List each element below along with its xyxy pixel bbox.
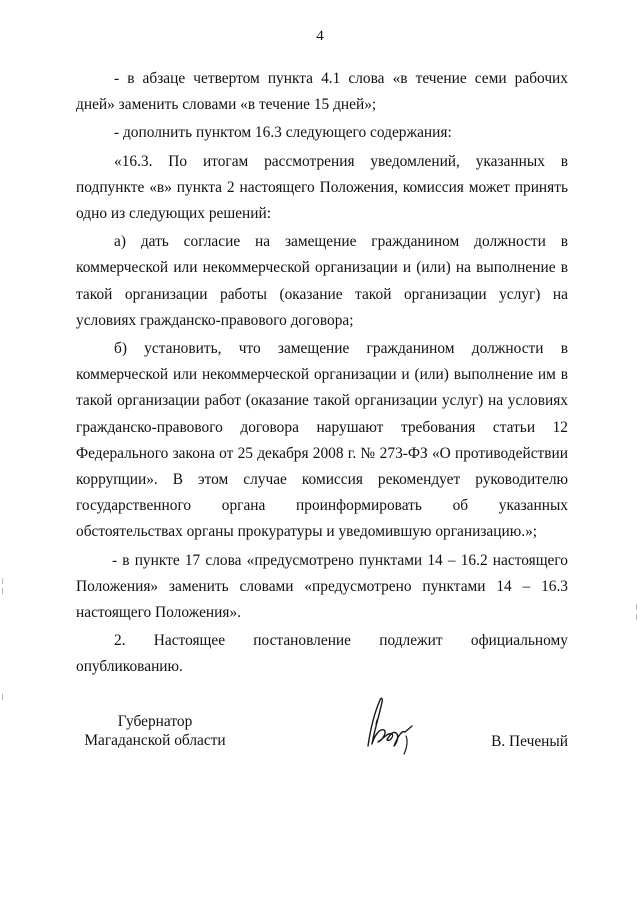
scan-artifact	[2, 588, 3, 594]
paragraph-16-3-text: «16.3. По итогам рассмотрения уведомлений, указанных в подпункте «в» пункта 2 настоящего Положения, комиссия может принять одно из следующих решений:	[76, 152, 568, 223]
scan-artifact	[636, 604, 637, 610]
signatory-title	[80, 712, 230, 750]
scan-artifact	[2, 694, 3, 700]
signature-block	[0, 710, 640, 780]
paragraph-amend-17: - в пункте 17 слова «предусмотрено пунктами 14 – 16.2 настоящего Положения» заменить словами «предусмотрено пунктами 14 – 16.3 настоящего Положения».	[76, 551, 568, 622]
scan-artifact	[636, 614, 637, 620]
signatory-title-line1: Губернатор	[117, 713, 193, 730]
document-body	[76, 66, 568, 683]
paragraph-publication: 2. Настоящее постановление подлежит официальному опубликованию.	[76, 632, 568, 676]
signatory-name: В. Печеный	[491, 733, 568, 750]
paragraph-decision-b: б) установить, что замещение гражданином должности в коммерческой или некоммерческой организации и (или) выполнение им в такой организации работ (оказание такой организации услуг) на условиях гражданско-правового договора нарушают требования статьи 12 Федерального закона от 25 декабря 2008 г. № 273-ФЗ «О противодействии коррупции». В этом случае комиссия рекомендует руководителю государственного органа проинформировать об указанных обстоятельствах органы прокуратуры и уведомившую организацию.»;	[76, 340, 568, 541]
paragraph-decision-a: а) дать согласие на замещение гражданином должности в коммерческой или некоммерческой организации и (или) на выполнение в такой организации работы (оказание такой организации услуг) на условиях гражданско-правового договора;	[76, 233, 568, 329]
page-number: 4	[316, 28, 324, 44]
handwritten-signature-icon	[350, 684, 430, 764]
paragraph-add-16-3: - дополнить пунктом 16.3 следующего содержания:	[114, 124, 452, 142]
paragraph-amend-4-1: - в абзаце четвертом пункта 4.1 слова «в течение семи рабочих дней» заменить словами «в течение 15 дней»;	[76, 70, 568, 114]
scan-artifact	[2, 578, 3, 584]
signatory-title-line2: Магаданской области	[84, 732, 226, 749]
